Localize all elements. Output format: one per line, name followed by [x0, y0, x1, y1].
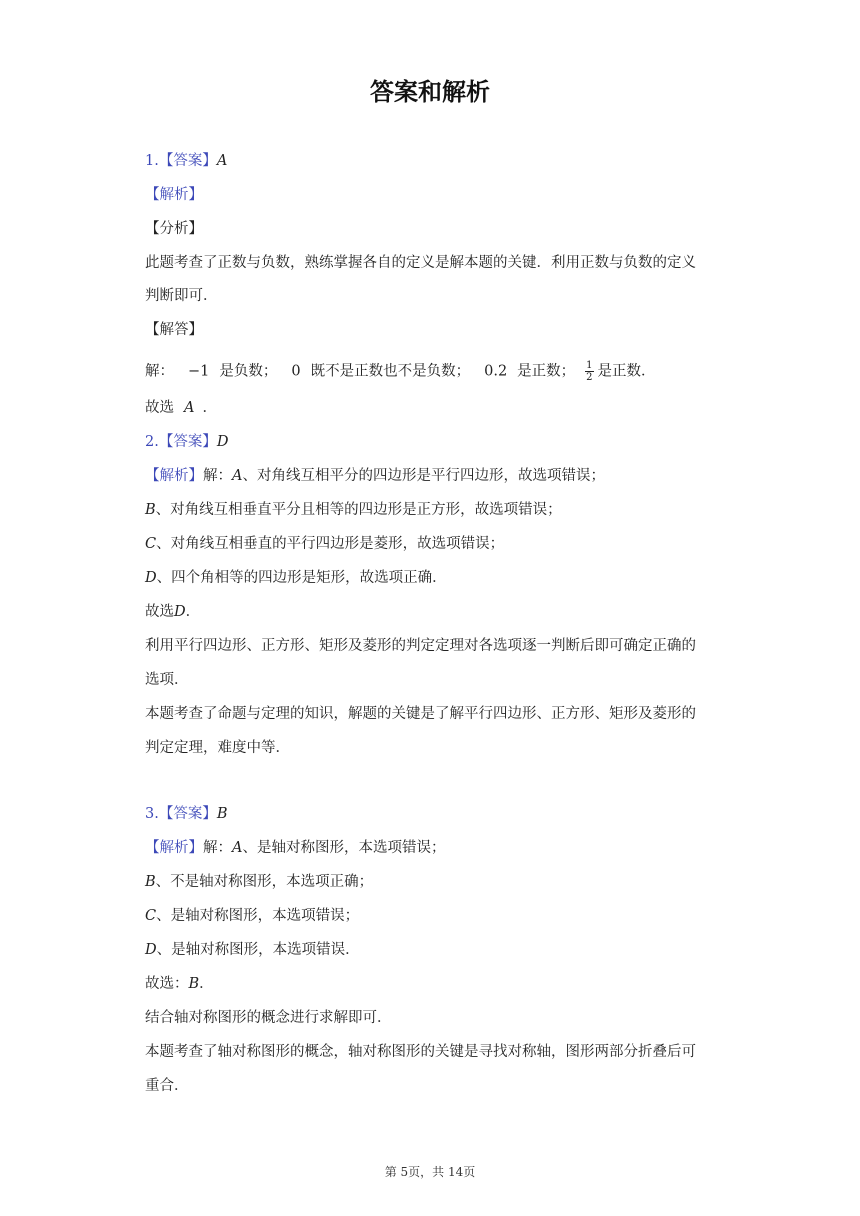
q1-conclusion-suffix: ． [202, 400, 217, 416]
q3-line-3-text: 、是轴对称图形，本选项错误； [156, 908, 360, 924]
q2-option-c: C [145, 536, 157, 552]
q3-line-4-text: 、是轴对称图形，本选项错误． [156, 942, 360, 958]
q2-number: 2. [145, 434, 159, 450]
page-title: 答案和解析 [370, 78, 490, 106]
q2-line-1-prefix: 解： [203, 468, 232, 484]
q3-option-b: B [145, 874, 156, 890]
q2-line-4-text: 、四个角相等的四边形是矩形，故选项正确． [156, 570, 447, 586]
q3-conclusion-suffix: ． [199, 976, 214, 992]
q2-line-4 [145, 568, 447, 588]
q1-fenxi-line-1: 此题考查了正数与负数，熟练掌握各自的定义是解本题的关键．利用正数与负数的定义 [145, 255, 696, 271]
q3-line-1-prefix: 解： [203, 840, 232, 856]
q2-answer-line [145, 432, 228, 452]
q1-solution-prefix: 解： [145, 363, 174, 380]
q2-option-d: D [145, 570, 157, 586]
q1-solution-line [145, 360, 656, 383]
q2-conclusion-prefix: 故选 [145, 604, 174, 620]
q1-answer: A [216, 153, 228, 169]
q3-option-d: D [145, 942, 157, 958]
q2-summary-line-2: 判定定理，难度中等． [145, 740, 290, 756]
q2-method-line-2: 选项． [145, 672, 189, 688]
q1-text-4: 是正数． [597, 363, 656, 380]
q1-value-1: −1 [188, 363, 210, 380]
q2-summary-line-1: 本题考查了命题与定理的知识，解题的关键是了解平行四边形、正方形、矩形及菱形的 [145, 706, 696, 722]
q2-conclusion-answer: D [174, 604, 186, 620]
q2-method-line-1: 利用平行四边形、正方形、矩形及菱形的判定定理对各选项逐一判断后即可确定正确的 [145, 638, 696, 654]
q2-option-a: A [232, 468, 243, 484]
q1-fraction-denominator: 2 [586, 372, 593, 383]
q3-answer-tag: 【答案】 [158, 806, 217, 822]
q3-line-2-text: 、不是轴对称图形，本选项正确； [155, 874, 374, 890]
q1-jiexi-tag: 【解析】 [145, 187, 203, 203]
q1-fenxi-tag: 【分析】 [145, 221, 203, 237]
q2-conclusion-suffix: ． [185, 604, 201, 620]
q1-answer-line [145, 151, 227, 171]
q2-conclusion [145, 602, 200, 622]
q3-conclusion-answer: B [188, 976, 200, 992]
q2-line-2-text: 、对角线互相垂直平分且相等的四边形是正方形，故选项错误； [155, 502, 562, 518]
q1-fraction [585, 360, 593, 383]
q1-fraction-numerator: 1 [586, 360, 593, 371]
q3-conclusion-prefix: 故选： [145, 976, 189, 992]
q3-line-3 [145, 906, 359, 926]
q1-conclusion-prefix: 故选 [145, 400, 174, 416]
q1-text-3: 是正数； [517, 363, 576, 380]
q3-method-line: 结合轴对称图形的概念进行求解即可． [145, 1010, 392, 1026]
q2-line-2 [145, 500, 562, 520]
q1-conclusion [145, 398, 217, 418]
q3-answer-line [145, 804, 228, 824]
q2-line-1 [145, 466, 605, 486]
q2-line-3-text: 、对角线互相垂直的平行四边形是菱形，故选项错误； [156, 536, 505, 552]
q3-summary-line-1: 本题考查了轴对称图形的概念，轴对称图形的关键是寻找对称轴，图形两部分折叠后可 [145, 1044, 696, 1060]
q2-option-b: B [145, 502, 156, 518]
q3-line-2 [145, 872, 373, 892]
q1-fenxi-line-2: 判断即可． [145, 288, 218, 304]
q3-option-a: A [232, 840, 243, 856]
q3-summary-line-2: 重合． [145, 1078, 189, 1094]
q3-line-4 [145, 940, 360, 960]
q3-line-1-text: 、是轴对称图形，本选项错误； [242, 840, 446, 856]
q2-answer-tag: 【答案】 [158, 434, 217, 450]
q3-conclusion [145, 974, 214, 994]
q2-jiexi-tag: 【解析】 [145, 468, 203, 484]
q1-number: 1. [145, 153, 159, 169]
q3-number: 3. [145, 806, 159, 822]
q1-jieda-tag: 【解答】 [145, 322, 203, 338]
q3-answer: B [216, 806, 228, 822]
q1-answer-tag: 【答案】 [158, 153, 217, 169]
q3-option-c: C [145, 908, 157, 924]
q3-line-1 [145, 838, 445, 858]
q3-jiexi-tag: 【解析】 [145, 840, 203, 856]
q1-conclusion-answer: A [184, 400, 195, 416]
q1-value-2: 0 [291, 363, 301, 380]
q1-text-2: 既不是正数也不是负数； [310, 363, 471, 380]
q2-line-3 [145, 534, 504, 554]
q2-line-1-text: 、对角线互相平分的四边形是平行四边形，故选项错误； [242, 468, 605, 484]
q1-text-1: 是负数； [219, 363, 278, 380]
page-footer: 第 5页，共 14页 [384, 1165, 476, 1179]
q1-value-3: 0.2 [484, 363, 508, 380]
q2-answer: D [216, 434, 229, 450]
